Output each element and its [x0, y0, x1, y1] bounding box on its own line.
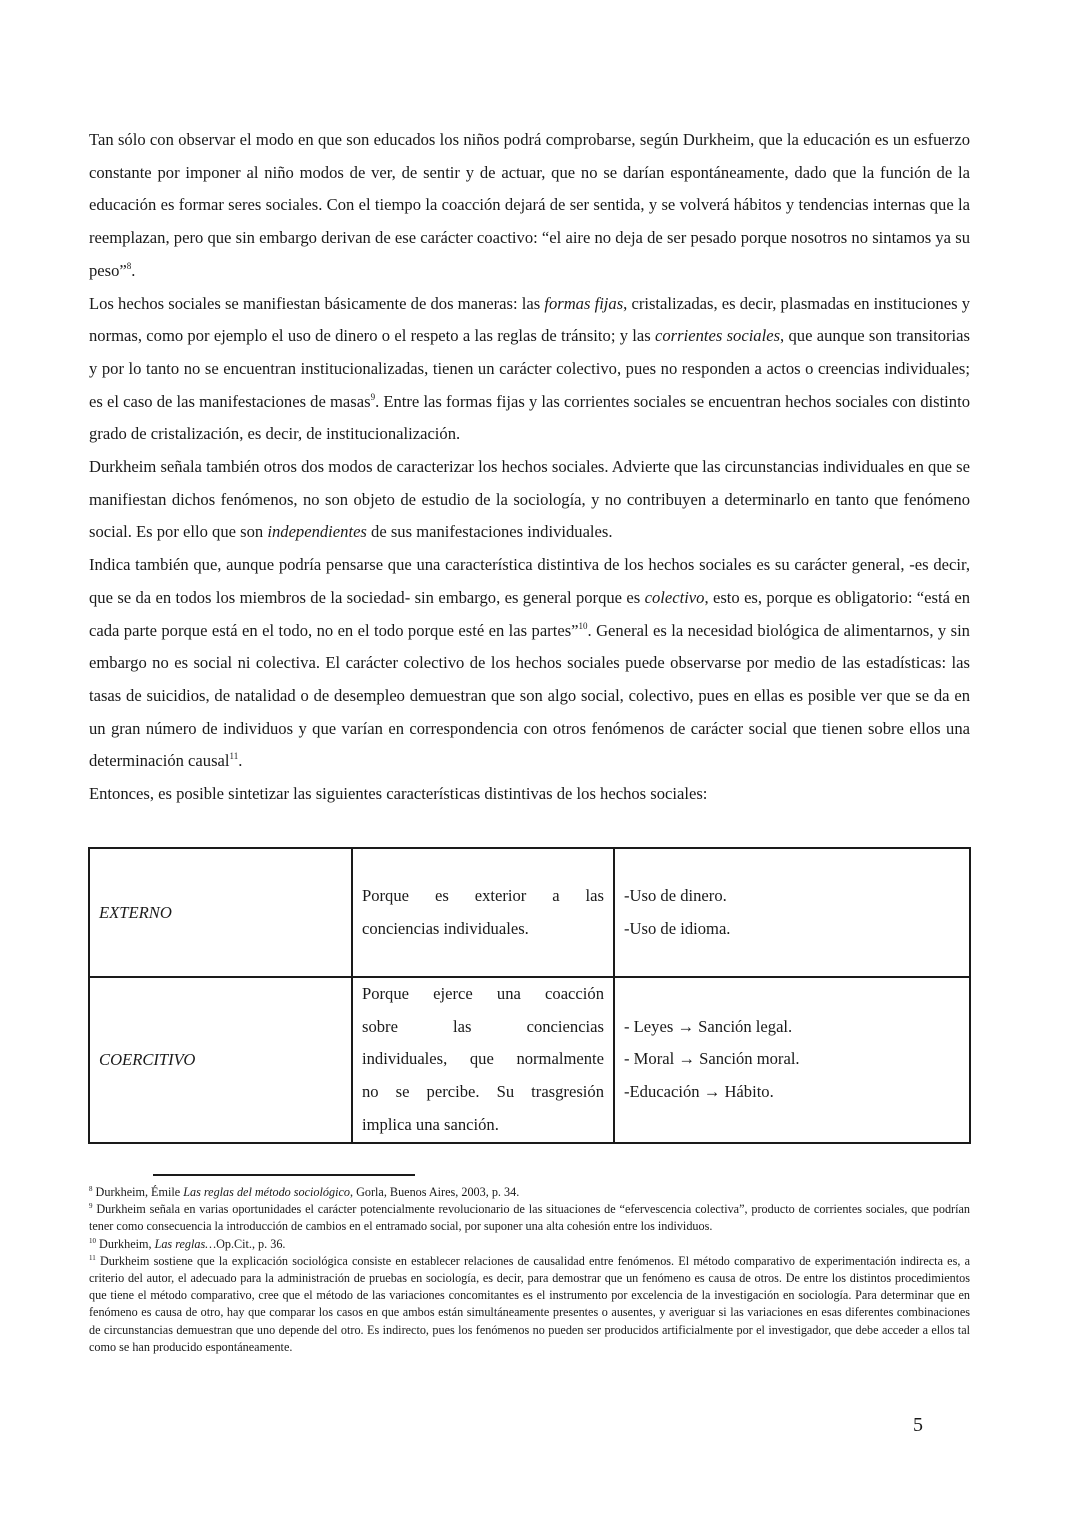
footnote-ref-10[interactable]: 10: [578, 620, 588, 631]
footnote-ref-8[interactable]: 8: [126, 260, 132, 271]
footnote-ref-11[interactable]: 11: [229, 751, 239, 762]
characteristic-cell: COERCITIVO: [89, 977, 352, 1143]
characteristics-table: [88, 847, 971, 1144]
paragraph-summary-intro: Entonces, es posible sintetizar las siguientes características distintivas de los hechos sociales:: [89, 784, 708, 804]
table-row: [89, 848, 970, 977]
footnote-8: $^8$ Durkheim, Émile Las reglas del método sociológico, Gorla, Buenos Aires, 2003, p. 34.: [89, 1185, 520, 1199]
paragraph-education: Tan sólo con observar el modo en que son educados los niños podrá comprobarse, según Durkheim, que la educación es un esfuerzo constante por imponer al niño modos de ver, de sentir y de actuar, que no se darían espontáneamente, dado que la función de la educación es formar seres sociales. Con el tiempo la coacción dejará de ser sentida, y se volverá hábitos y tendencias internas que la reemplazan, pero que sin embargo derivan de ese carácter coactivo: “el aire no deja de ser pesado porque nosotros no sintamos ya su peso”$^8$.: [89, 130, 970, 280]
paragraph-independence: Durkheim señala también otros dos modos de caracterizar los hechos sociales. Advierte que las circunstancias individuales en que se manifiestan dichos fenómenos, no son objeto de estudio de la sociología, y no contribuyen a determinarlo en tanto que fenómeno social. Es por ello que son independientes de sus manifestaciones individuales.: [89, 457, 970, 542]
footnotes: [89, 1184, 970, 1356]
footnote-ref-9[interactable]: 9: [370, 391, 376, 402]
reason-cell: Porque es exterior a las conciencias individuales.: [352, 848, 614, 977]
reason-cell: Porque ejerce una coacción sobre las conciencias individuales, que normalmente no se percibe. Su trasgresión implica una sanción.: [352, 977, 614, 1143]
examples-cell: -Uso de dinero. -Uso de idioma.: [614, 848, 970, 977]
characteristic-cell: EXTERNO: [89, 848, 352, 977]
paragraph-manifestations: Los hechos sociales se manifiestan básicamente de dos maneras: las formas fijas, cristalizadas, es decir, plasmadas en instituciones y normas, como por ejemplo el uso de dinero o el respeto a las reglas de tránsito; y las corrientes sociales, que aunque son transitorias y por lo tanto no se encuentran institucionalizadas, tienen un carácter colectivo, pues no responden a actos o creencias individuales; es el caso de las manifestaciones de masas$^9$. Entre las formas fijas y las corrientes sociales se encuentran hechos sociales con distinto grado de cristalización, es decir, de institucionalización.: [89, 293, 970, 444]
paragraph-collective: Indica también que, aunque podría pensarse que una característica distintiva de los hechos sociales es su carácter general, -es decir, que se da en todos los miembros de la sociedad- sin embargo, es general porque es colectivo, esto es, porque es obligatorio: “está en cada parte porque está en el todo, no en el todo porque esté en las partes”$^{10}$. General es la necesidad biológica de alimentarnos, y sin embargo no es social ni colectiva. El carácter colectivo de los hechos sociales puede observarse por medio de las estadísticas: las tasas de suicidios, de natalidad o de desempleo demuestran que son algo social, colectivo, pues en ellas es posible ver que se da en un gran número de individuos y que varían en correspondencia con otros fenómenos de carácter social que tienen sobre ellos una determinación causal$^{11}$.: [89, 555, 970, 771]
footnote-10: $^{10}$ Durkheim, Las reglas…Op.Cit., p. 36.: [89, 1236, 286, 1251]
examples-cell: - Leyes → Sanción legal. - Moral → Sanción moral. -Educación → Hábito.: [614, 977, 970, 1143]
footnote-separator: [153, 1174, 415, 1176]
page-number: 5: [913, 1414, 923, 1436]
footnote-11: $^{11}$ Durkheim sostiene que la explicación sociológica consiste en establecer relaciones de causalidad entre fenómenos. El método comparativo de experimentación indirecta es, a criterio del autor, el adecuado para la administración de pruebas en sociología, es decir, para demostrar que un fenómeno es causa de otros. De entre los distintos procedimientos que tiene el método comparativo, cree que el método de las variaciones concomitantes es el instrumento por excelencia de la investigación en sociología. Para determinar que en fenómeno es causa de otro, hay que comparar los casos en que ambos están simultáneamente presentes o ausentes, y averiguar si las variaciones en esas diferentes combinaciones de circunstancias demuestran que uno depende del otro. Es indirecto, pues los fenómenos no pueden ser producidos artificialmente por el investigador, que debe acceder a ellos tal como se han producido espontáneamente.: [89, 1253, 970, 1354]
table-row: [89, 977, 970, 1143]
footnote-9: $^9$ Durkheim señala en varias oportunidades el carácter potencialmente revolucionario de las situaciones de “efervescencia colectiva”, producto de corrientes sociales, que podrían tener como consecuencia la introducción de cambios en el entramado social, por suponer una alta cohesión entre los individuos.: [89, 1202, 970, 1234]
body-text: [89, 124, 970, 811]
